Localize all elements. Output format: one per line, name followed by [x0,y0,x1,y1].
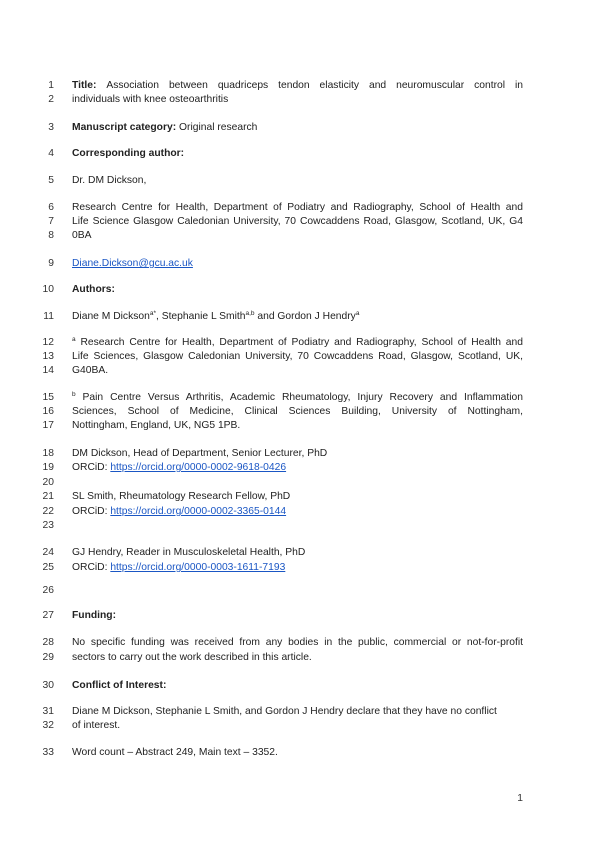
line-text [72,391,523,405]
text-run: ORCiD: [72,462,111,473]
line-text [72,505,523,519]
line-9 [0,257,595,271]
affiliation-superscript: a [72,336,76,343]
line-text [72,419,523,433]
line-number: 5 [48,175,54,186]
text-run: Diane M Dickson [72,311,150,322]
line-text [72,461,523,475]
line-4 [0,147,595,161]
line-5 [0,174,595,188]
section-label: Corresponding author: [72,148,185,159]
line-number: 15 [42,392,54,403]
line-25 [0,561,595,575]
text-run: Research Centre for Health, Department of Podiatry and Radiography, School of Health and [72,202,523,213]
hyperlink[interactable]: Diane.Dickson@gcu.ac.uk [72,258,193,269]
text-run: Pain Centre Versus Arthritis, Academic Rheumatology, Injury Recovery and Inflammation [75,392,523,403]
line-text [72,174,523,188]
line-26 [0,584,595,598]
line-28 [0,636,595,650]
affiliation-superscript: b [72,391,76,398]
line-3 [0,121,595,135]
line-22 [0,505,595,519]
section-label: Conflict of Interest: [72,680,167,691]
line-20 [0,476,595,490]
line-text [72,229,523,243]
line-number: 32 [42,720,54,731]
line-number: 22 [42,506,54,517]
line-31 [0,705,595,719]
line-number: 19 [42,462,54,473]
line-text [72,121,523,135]
line-number: 12 [42,337,54,348]
line-number: 17 [42,420,54,431]
line-number: 26 [42,585,54,596]
text-run: sectors to carry out the work described in this article. [72,652,312,663]
line-number: 33 [42,747,54,758]
line-30 [0,679,595,693]
line-number: 11 [43,311,54,322]
line-number: 3 [48,122,54,133]
text-run: Diane M Dickson, Stephanie L Smith, and Gordon J Hendry declare that they have no conflict [72,706,497,717]
text-run: , Stephanie L Smith [155,311,246,322]
text-run: DM Dickson, Head of Department, Senior Lecturer, PhD [72,448,328,459]
line-text [72,93,523,107]
line-text [72,651,523,665]
section-label: Title: [72,80,107,91]
line-32 [0,719,595,733]
text-run: Research Centre for Health, Department of Podiatry and Radiography, School of Health and [75,337,523,348]
section-label: Manuscript category: [72,122,179,133]
line-number: 28 [42,637,54,648]
line-11 [0,310,595,324]
line-13 [0,350,595,364]
text-run: individuals with knee osteoarthritis [72,94,229,105]
line-text [72,490,523,504]
line-23 [0,519,595,533]
line-number: 24 [42,547,54,558]
line-14 [0,364,595,378]
text-run: Association between quadriceps tendon elasticity and neuromuscular control in [106,80,523,91]
line-29 [0,651,595,665]
line-text [72,201,523,215]
hyperlink[interactable]: https://orcid.org/0000-0003-1611-7193 [110,562,286,573]
line-12 [0,336,595,350]
line-33 [0,746,595,760]
text-run: Life Science Glasgow Caledonian University, 70 Cowcaddens Road, Glasgow, Scotland, UK, G4 [72,216,523,227]
line-number: 30 [42,680,54,691]
line-number: 29 [42,652,54,663]
text-run: GJ Hendry, Reader in Musculoskeletal Health, PhD [72,547,306,558]
line-number: 7 [48,216,54,227]
line-number: 16 [42,406,54,417]
affiliation-superscript: a,b [245,310,255,317]
line-text [72,147,523,161]
line-number: 21 [42,491,54,502]
text-run: ORCiD: [72,562,111,573]
line-text [72,546,523,560]
line-text [72,705,523,719]
line-number: 8 [48,230,54,241]
text-run: G40BA. [72,365,109,376]
line-number: 18 [42,448,54,459]
text-run: of interest. [72,720,121,731]
line-number: 20 [42,477,54,488]
line-17 [0,419,595,433]
text-run: Word count – Abstract 249, Main text – 3352. [72,747,278,758]
text-run: Dr. DM Dickson, [72,175,147,186]
text-run: Nottingham, England, UK, NG5 1PB. [72,420,241,431]
line-8 [0,229,595,243]
line-7 [0,215,595,229]
line-2 [0,93,595,107]
line-24 [0,546,595,560]
line-text [72,79,523,93]
text-run: 0BA [72,230,92,241]
line-text [72,746,523,760]
line-number: 23 [42,520,54,531]
line-text [72,561,523,575]
text-run: Original research [179,122,258,133]
line-18 [0,447,595,461]
line-1 [0,79,595,93]
section-label: Authors: [72,284,115,295]
line-text [72,609,523,623]
line-text [72,350,523,364]
page-number: 1 [517,793,523,804]
line-15 [0,391,595,405]
affiliation-superscript: a [355,310,360,317]
text-run: No specific funding was received from any bodies in the public, commercial or not-for-profit [72,637,523,648]
line-text [72,405,523,419]
affiliation-superscript: a* [149,310,156,317]
line-27 [0,609,595,623]
hyperlink[interactable]: https://orcid.org/0000-0002-9618-0426 [110,462,287,473]
line-text [72,283,523,297]
line-number: 27 [42,610,54,621]
text-run: Life Sciences, Glasgow Caledonian University, 70 Cowcaddens Road, Glasgow, Scotland, UK, [72,351,523,362]
line-19 [0,461,595,475]
line-text [72,215,523,229]
section-label: Funding: [72,610,117,621]
line-number: 14 [42,365,54,376]
hyperlink[interactable]: https://orcid.org/0000-0002-3365-0144 [110,506,287,517]
text-run: and Gordon J Hendry [254,311,356,322]
line-number: 1 [48,80,54,91]
line-text [72,679,523,693]
line-number: 6 [48,202,54,213]
line-text [72,257,523,271]
line-10 [0,283,595,297]
line-number: 2 [48,94,54,105]
line-number: 31 [42,706,54,717]
line-number: 13 [42,351,54,362]
line-21 [0,490,595,504]
line-16 [0,405,595,419]
text-run: ORCiD: [72,506,111,517]
line-number: 4 [48,148,54,159]
line-text [72,364,523,378]
line-text [72,447,523,461]
line-text [72,719,523,733]
text-run: SL Smith, Rheumatology Research Fellow, PhD [72,491,291,502]
line-number: 25 [42,562,54,573]
line-text [72,336,523,350]
line-text [72,636,523,650]
line-6 [0,201,595,215]
line-number: 9 [48,258,54,269]
text-run: Sciences, School of Medicine, Clinical Sciences Building, University of Nottingham, [72,406,523,417]
line-text [72,310,523,324]
line-number: 10 [42,284,54,295]
